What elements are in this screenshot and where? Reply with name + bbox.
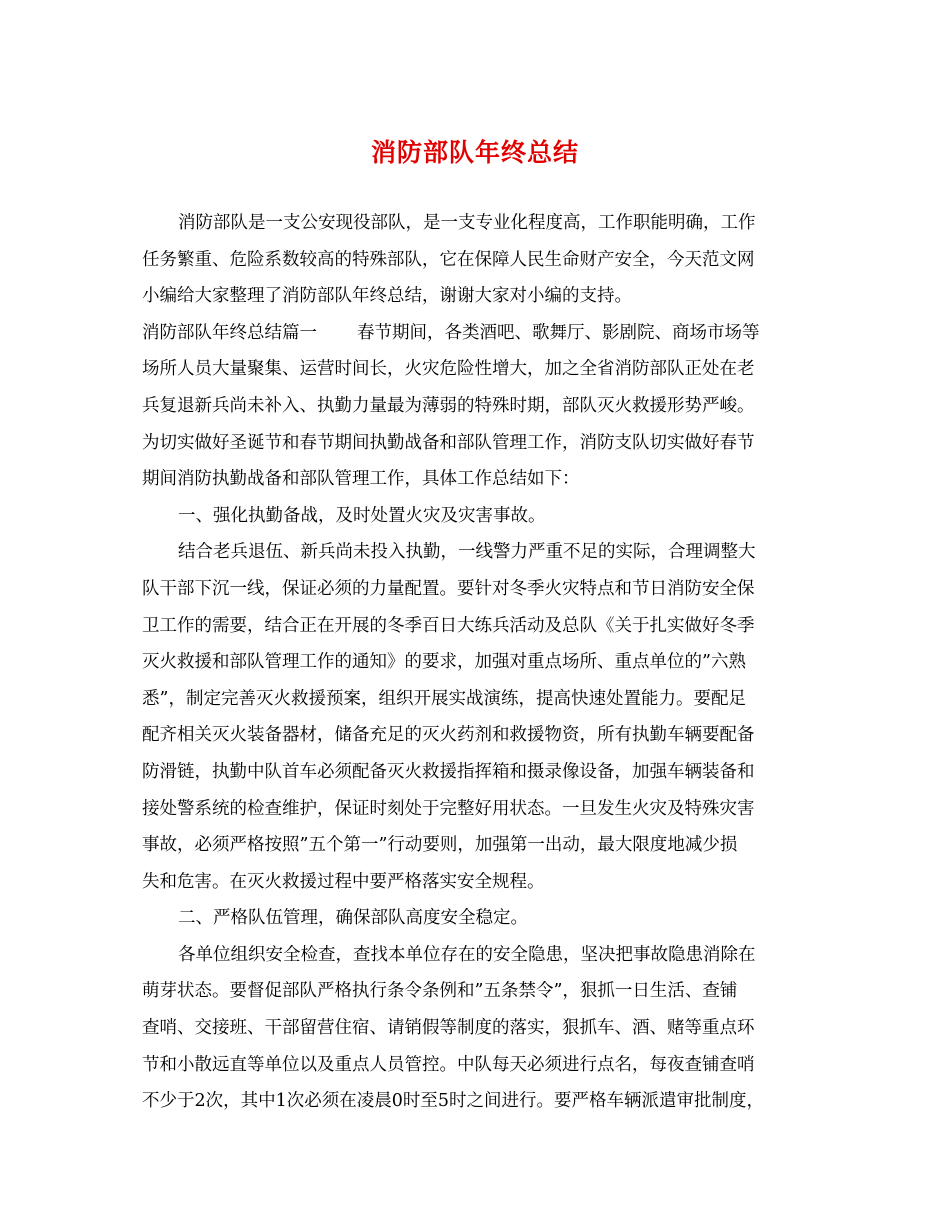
line-text: 一、强化执勤备战，及时处置火灾及灾害事故。 — [178, 505, 546, 526]
text-line — [142, 534, 822, 571]
line-text: 配齐相关灭火装备器材，储备充足的灭火药剂和救援物资，所有执勤车辆要配备 — [142, 725, 755, 746]
text-line — [142, 461, 822, 498]
text-line — [142, 205, 822, 242]
section-heading: 消防部队年终总结篇一 — [142, 322, 317, 343]
text-line — [142, 827, 822, 864]
text-line — [142, 242, 822, 279]
line-text: 二、严格队伍管理，确保部队高度安全稳定。 — [178, 908, 528, 929]
text-line — [142, 754, 822, 791]
line-text: 春节期间，各类酒吧、歌舞厅、影剧院、商场市场等 — [357, 322, 760, 343]
text-line — [142, 1083, 822, 1120]
text-line — [142, 571, 822, 608]
text-line — [142, 791, 822, 828]
text-line — [142, 315, 822, 352]
line-text: 不少于2次，其中1次必须在凌晨0时至5时之间进行。要严格车辆派遣审批制度， — [142, 1091, 765, 1112]
line-text: 防滑链，执勤中队首车必须配备灭火救援指挥箱和摄录像设备，加强车辆装备和 — [142, 761, 755, 782]
text-line — [142, 425, 822, 462]
line-text: 事故，必须严格按照”五个第一”行动要则，加强第一出动，最大限度地减少损 — [142, 835, 738, 856]
text-line — [142, 278, 822, 315]
line-text: 灭火救援和部队管理工作的通知》的要求，加强对重点场所、重点单位的”六熟 — [142, 652, 746, 673]
line-text: 萌芽状态。要督促部队严格执行条令条例和”五条禁令”，狠抓一日生活、查铺 — [142, 981, 738, 1002]
text-line — [142, 1047, 822, 1084]
line-text: 悉”，制定完善灭火救援预案，组织开展实战演练，提高快速处置能力。要配足 — [142, 688, 746, 709]
line-text: 队干部下沉一线，保证必须的力量配置。要针对冬季火灾特点和节日消防安全保 — [142, 578, 755, 599]
text-line — [142, 681, 822, 718]
text-line — [142, 717, 822, 754]
line-text: 为切实做好圣诞节和春节期间执勤战备和部队管理工作，消防支队切实做好春节 — [142, 432, 755, 453]
line-text: 查哨、交接班、干部留营住宿、请销假等制度的落实，狠抓车、酒、赌等重点环 — [142, 1018, 755, 1039]
line-text: 结合老兵退伍、新兵尚未投入执勤，一线警力严重不足的实际，合理调整大 — [178, 542, 756, 563]
line-text: 任务繁重、危险系数较高的特殊部队，它在保障人民生命财产安全，今天范文网 — [142, 249, 755, 270]
line-text: 小编给大家整理了消防部队年终总结，谢谢大家对小编的支持。 — [142, 286, 632, 307]
text-line — [142, 388, 822, 425]
line-text: 失和危害。在灭火救援过程中要严格落实安全规程。 — [142, 871, 545, 892]
text-line — [142, 498, 822, 535]
text-line — [142, 973, 822, 1010]
document-body — [142, 205, 822, 1120]
line-text: 卫工作的需要，结合正在开展的冬季百日大练兵活动及总队《关于扎实做好冬季 — [142, 615, 755, 636]
text-line — [142, 608, 822, 645]
text-line — [142, 351, 822, 388]
line-text: 接处警系统的检查维护，保证时刻处于完整好用状态。一旦发生火灾及特殊灾害 — [142, 798, 755, 819]
line-text: 期间消防执勤战备和部队管理工作，具体工作总结如下： — [142, 469, 580, 490]
line-text: 节和小散远直等单位以及重点人员管控。中队每天必须进行点名，每夜查铺查哨 — [142, 1054, 755, 1075]
line-text: 兵复退新兵尚未补入、执勤力量最为薄弱的特殊时期，部队灭火救援形势严峻。 — [142, 395, 755, 416]
document-title: 消防部队年终总结 — [370, 138, 579, 167]
text-line — [142, 900, 822, 937]
text-line — [142, 864, 822, 901]
text-line — [142, 644, 822, 681]
text-line — [142, 1010, 822, 1047]
text-line — [142, 937, 822, 974]
line-text: 场所人员大量聚集、运营时间长，火灾危险性增大，加之全省消防部队正处在老 — [142, 359, 755, 380]
line-text: 各单位组织安全检查，查找本单位存在的安全隐患，坚决把事故隐患消除在 — [178, 944, 756, 965]
line-text: 消防部队是一支公安现役部队，是一支专业化程度高，工作职能明确，工作 — [178, 213, 756, 233]
